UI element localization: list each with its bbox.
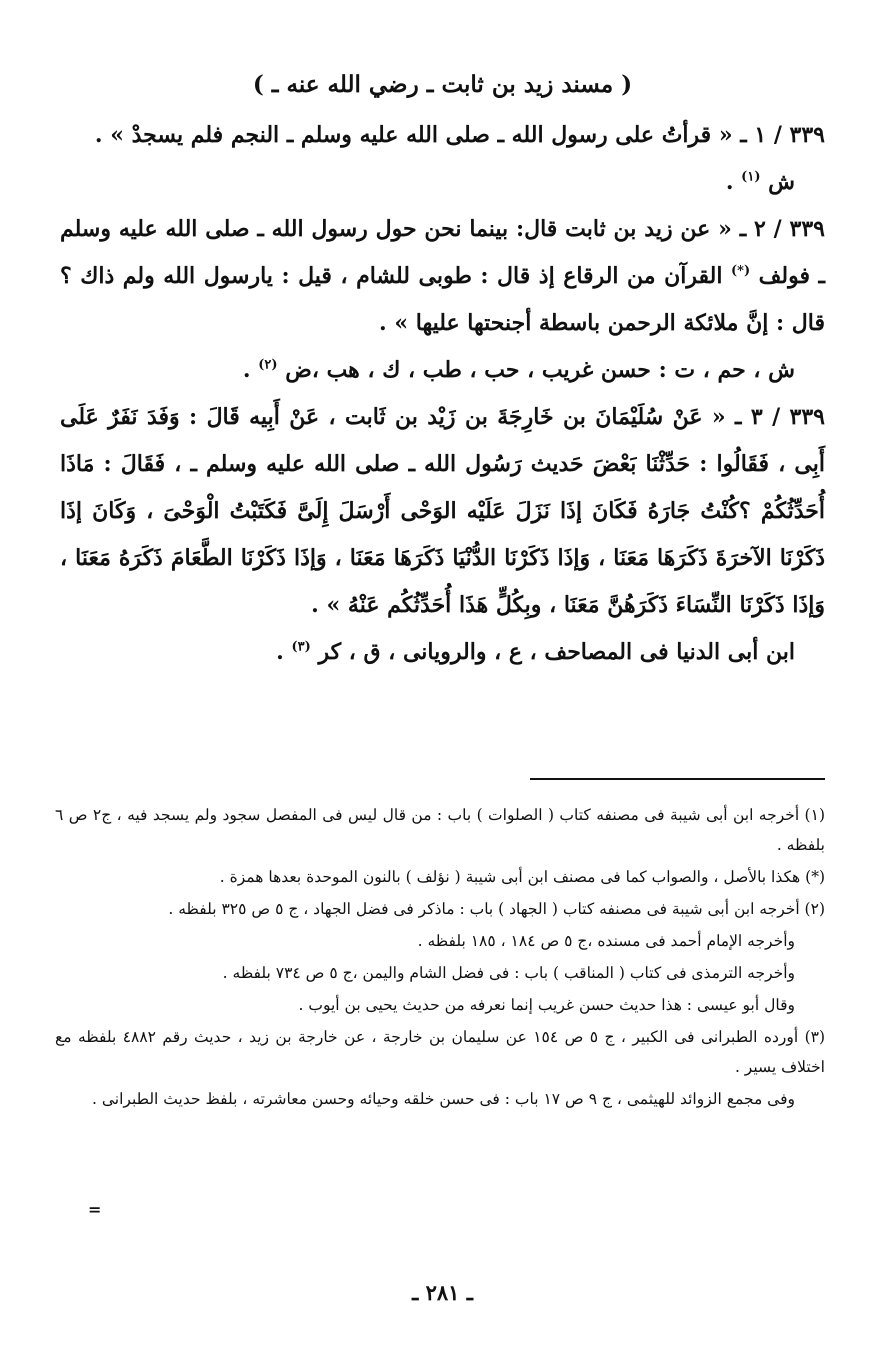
footnote-2: (٢) أخرجه ابن أبى شيبة فى مصنفه كتاب ( الجهاد ) باب : ماذكر فى فضل الجهاد ، ج ٥ ص ٣٢٥ بلفظه . — [168, 900, 825, 918]
footnote-divider — [530, 778, 825, 780]
footnote-ref-2[interactable]: (٢) — [258, 357, 278, 373]
footnote-ref-star[interactable]: (*) — [731, 263, 751, 279]
footnote-3-majma: وفى مجمع الزوائد للهيثمى ، ج ٩ ص ١٧ باب : فى حسن خلقه وحيائه وحسن معاشرته ، بلفظ حديث الطبرانى . — [92, 1090, 795, 1108]
footnote-ref-3[interactable]: (٣) — [291, 639, 311, 655]
footnote-2-abu-isa: وقال أبو عيسى : هذا حديث حسن غريب إنما نعرفه من حديث يحيى بن أيوب . — [298, 996, 795, 1014]
hadith-2-source — [60, 347, 825, 394]
hadith-3-source-end: . — [276, 639, 284, 665]
footnotes — [55, 800, 825, 1116]
hadith-1-text: ٣٣٩ / ١ ـ « قرأتُ على رسول الله ـ صلى الله عليه وسلم ـ النجم فلم يسجدْ » . — [94, 122, 825, 148]
hadith-2-line1: ٣٣٩ / ٢ ـ « عن زيد بن ثابت قال: بينما نحن حول رسول الله ـ صلى الله عليه وسلم ـ فولف — [60, 216, 825, 289]
hadith-2-source-end: . — [242, 357, 251, 383]
hadith-3 — [60, 394, 825, 629]
footnote-star: (*) هكذا بالأصل ، والصواب كما فى مصنف ابن أبى شيبة ( نؤلف ) بالنون الموحدة بعدها همزة . — [219, 868, 825, 886]
hadith-2-line2: القرآن من الرقاع إذ قال : طوبى للشام ، قيل : يارسول الله ولم ذاك ؟قال : إنَّ ملائكة الرحمن باسطة أجنحتها عليها » . — [60, 263, 825, 336]
hadith-1-source-end: . — [725, 169, 734, 195]
hadith-2 — [60, 206, 825, 347]
hadith-2-source-text: ش ، حم ، ت : حسن غريب ، حب ، طب ، ك ، هب ،ض — [285, 357, 795, 383]
continuation-mark: = — [88, 1200, 102, 1219]
footnote-2-tirmidhi: وأخرجه الترمذى فى كتاب ( المناقب ) باب : فى فضل الشام واليمن ،ج ٥ ص ٧٣٤ بلفظه . — [222, 964, 795, 982]
footnote-ref-1[interactable]: (١) — [741, 169, 761, 185]
hadith-3-text: ٣٣٩ / ٣ ـ « عَنْ سُلَيْمَانَ بن خَارِجَةَ بن زَيْد بن ثَابت ، عَنْ أَبِيه قَالَ : وَفَدَ نَفَرٌ عَلَى أَبِى ، فَقَالُوا : حَدِّثْنَا بَعْضَ حَديث رَسُول الله ـ صلى الله عليه وسلم ـ ، فَقَالَ : مَاذَا أُحَدِّثُكُمْ ؟كُنْتُ جَارَهُ فَكَانَ إذَا نَزَلَ عَلَيْه الوَحْى أَرْسَلَ إِلَىَّ فَكَتَبْتُ الْوَحْىَ ، وَكَانَ إذَا ذَكَرْنَا الآخرَةَ ذَكَرَهَا مَعَنَا ، وَإذَا ذَكَرْنَا الدُّنْيَا ذَكَرَهَا مَعَنَا ، وَإذَا ذَكَرْنَا الطَّعَامَ ذَكَرَهُ مَعَنَا ، وَإذَا ذَكَرْنَا النِّسَاءَ ذَكَرَهُنَّ مَعَنَا ، وبِكُلٍّ هَذَا أُحَدِّثُكُم عَنْهُ » . — [60, 404, 825, 618]
footnote-3: (٣) أورده الطبرانى فى الكبير ، ج ٥ ص ١٥٤ عن سليمان بن خارجة ، عن خارجة بن زيد ، حديث رقم ٤٨٨٢ بلفظه مع اختلاف يسير . — [55, 1028, 826, 1076]
page-number: ـ ٢٨١ ـ — [412, 1280, 473, 1305]
hadith-3-source — [60, 629, 825, 676]
hadith-3-source-text: ابن أبى الدنيا فى المصاحف ، ع ، والرويانى ، ق ، كر — [318, 639, 795, 665]
hadith-1-source-text: ش — [768, 169, 795, 195]
main-text — [60, 62, 825, 676]
footnote-2-ahmad: وأخرجه الإمام أحمد فى مسنده ،ج ٥ ص ١٨٤ ، ١٨٥ بلفظه . — [417, 932, 795, 950]
section-title: ( مسند زيد بن ثابت ـ رضي الله عنه ـ ) — [252, 71, 633, 98]
hadith-1 — [60, 112, 825, 159]
footnote-1: (١) أخرجه ابن أبى شيبة فى مصنفه كتاب ( الصلوات ) باب : من قال ليس فى المفصل سجود ولم يسجد فيه ، ج٢ ص ٦ بلفظه . — [55, 806, 825, 854]
hadith-1-source — [60, 159, 825, 206]
